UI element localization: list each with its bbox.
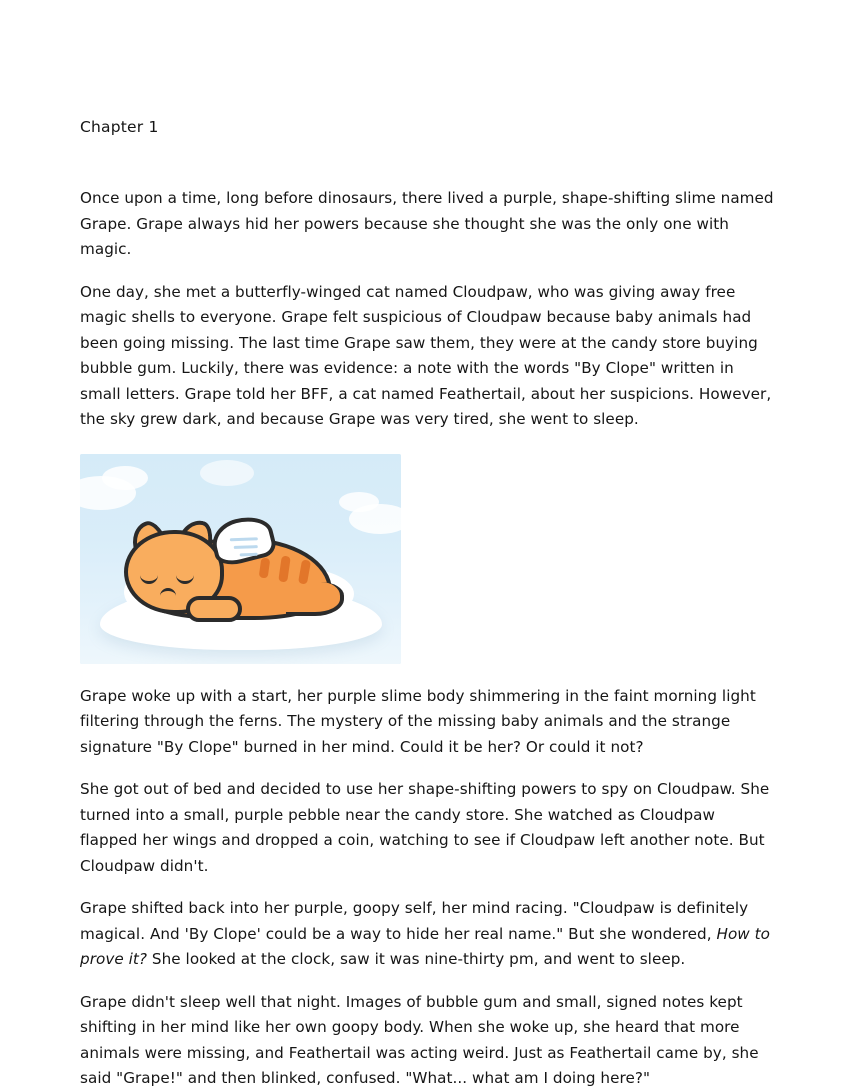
cat-tail [286, 582, 344, 616]
cat-figure [124, 516, 338, 620]
cat-stripe [278, 555, 291, 582]
wing-detail-line [240, 552, 258, 556]
cloud-puff [102, 466, 148, 490]
paragraph-segment-italic: How to prove it? [80, 924, 771, 968]
paragraph-segment: She looked at the clock, saw it was nine-thirty pm, and went to sleep. [147, 950, 686, 968]
paragraph-with-italics [80, 896, 775, 973]
paragraph: Grape woke up with a start, her purple slime body shimmering in the faint morning light filtering through the ferns. The mystery of the missing baby animals and the strange signature "By Clope" burned in her mind. Could it be her? Or could it not? [80, 686, 756, 756]
paragraph: Once upon a time, long before dinosaurs, there lived a purple, shape-shifting slime named Grape. Grape always hid her powers because she thought she was the only one with magic. [80, 189, 774, 258]
page-title: Chapter 1 [80, 118, 159, 136]
paragraph-segment: Grape shifted back into her purple, goopy self, her mind racing. "Cloudpaw is definitely magical. And 'By Clope' could be a way to hide her real name." But she wondered, [80, 899, 749, 943]
paragraph: Grape didn't sleep well that night. Images of bubble gum and small, signed notes kept shifting in her mind like her own goopy body. When she woke up, she heard that more animals were missing, and Feathertail was acting weird. Just as Feathertail came by, she said "Grape!" and then blinked, confused. "What... what am I doing here?" [80, 992, 759, 1087]
cat-paw [186, 596, 242, 622]
cat-stripe [298, 559, 311, 584]
cat-stripe [259, 557, 271, 578]
cloud-puff [200, 460, 254, 486]
wing-detail-line [230, 537, 258, 541]
wing-detail-line [234, 545, 258, 549]
sleeping-cat-illustration [80, 454, 401, 664]
paragraph: One day, she met a butterfly-winged cat named Cloudpaw, who was giving away free magic shells to everyone. Grape felt suspicious of Cloudpaw because baby animals had been going missing. The last time Grape saw them, they were at the candy store buying bubble gum. Luckily, there was evidence: a note with the words "By Clope" written in small letters. Grape told her BFF, a cat named Feathertail, about her suspicions. However, the sky grew dark, and because Grape was very tired, she went to sleep. [80, 282, 772, 428]
paragraph: She got out of bed and decided to use her shape-shifting powers to spy on Cloudpaw. She turned into a small, purple pebble near the candy store. She watched as Cloudpaw flapped her wings and dropped a coin, watching to see if Cloudpaw left another note. But Cloudpaw didn't. [80, 780, 770, 875]
cloud-puff [339, 492, 379, 512]
